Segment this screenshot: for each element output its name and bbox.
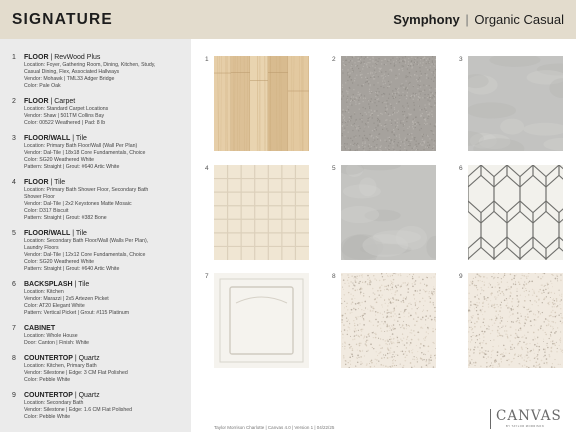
item-category: COUNTERTOP	[24, 354, 73, 362]
item-number: 9	[12, 391, 16, 399]
swatch-graphic	[341, 56, 436, 151]
item-product: Quartz	[78, 391, 100, 399]
item-category: FLOOR	[24, 178, 49, 186]
item-product: RevWood Plus	[54, 54, 101, 61]
selection-item	[6, 97, 185, 127]
item-detail: Color: SG20 Weathered White	[24, 259, 94, 266]
material-swatch-wood-plank	[214, 56, 309, 151]
selection-item	[6, 324, 185, 347]
selection-item	[6, 178, 185, 222]
swatch-graphic	[341, 165, 436, 260]
item-title-separator: |	[72, 354, 79, 362]
swatch-graphic	[341, 273, 436, 368]
selection-item	[6, 391, 185, 421]
item-detail: Pattern: Straight | Grout: #640 Artic White	[24, 266, 120, 273]
item-body	[24, 229, 185, 273]
item-title	[24, 178, 185, 187]
material-swatch-stone-tile	[341, 165, 436, 260]
item-title-separator: |	[70, 134, 76, 142]
item-category: BACKSPLASH	[24, 280, 73, 288]
item-detail: Vendor: Silestone | Edge: 3 CM Flat Polished	[24, 369, 128, 376]
item-body	[24, 97, 185, 127]
item-detail: Pattern: Straight | Grout: #640 Artic White	[24, 164, 120, 171]
item-category: FLOOR	[24, 97, 49, 105]
item-detail: Location: Secondary Bath	[24, 399, 84, 406]
item-detail: Vendor: Dal-Tile | 2x2 Keystones Matte Mosaic	[24, 201, 132, 207]
item-detail: Vendor: Shaw | 501TM Collins Bay	[24, 113, 105, 120]
item-title-separator: |	[72, 280, 79, 288]
material-swatch-cabinet-door	[214, 273, 309, 368]
swatch-number: 8	[332, 273, 336, 280]
footer-text: Taylor Morrison Charlotte | Canvas 4.0 | Version 1 | 04/22/25	[214, 425, 335, 430]
logo-bar	[490, 409, 491, 429]
swatch-number: 6	[459, 165, 463, 172]
item-title	[24, 324, 185, 333]
header-bar	[0, 0, 576, 39]
item-detail: Location: Primary Bath Floor/Wall (Wall Per Plan)	[24, 142, 138, 149]
item-detail: Vendor: Dal-Tile | 12x12 Core Fundamentals, Choice	[24, 252, 146, 259]
swatch-graphic	[214, 273, 309, 368]
material-swatch-quartz	[341, 273, 436, 368]
item-category: FLOOR	[24, 54, 49, 61]
item-detail: Color: Pebble White	[24, 376, 71, 383]
item-detail: Door: Canton | Finish: White	[24, 340, 90, 346]
item-detail: Vendor: Mohawk | TML33 Adger Bridge	[24, 76, 115, 83]
collection-title	[393, 12, 564, 27]
swatch-number: 3	[459, 56, 463, 63]
item-category: CABINET	[24, 324, 56, 332]
swatch-number: 7	[205, 273, 209, 280]
item-number: 2	[12, 97, 16, 105]
item-body	[24, 391, 185, 421]
item-detail: Location: Secondary Bath Floor/Wall (Walls Per Plan),	[24, 237, 149, 244]
item-detail: Vendor: Dal-Tile | 18x18 Core Fundamentals, Choice	[24, 149, 146, 156]
item-detail: Color: D317 Biscuit	[24, 208, 69, 215]
selection-item	[6, 229, 185, 273]
item-title	[24, 391, 185, 400]
selection-item	[6, 53, 185, 90]
item-category: FLOOR/WALL	[24, 229, 71, 237]
item-detail: Location: Kitchen	[24, 288, 64, 295]
logo-tagline: BY TAYLOR MORRISON	[506, 425, 545, 428]
item-detail: Casual Dining, Flex, Associated Hallways	[24, 69, 120, 76]
item-number: 8	[12, 354, 16, 362]
collection-style: Organic Casual	[474, 12, 564, 27]
item-body	[24, 354, 185, 384]
brand-title: SIGNATURE	[12, 11, 113, 28]
swatch-graphic	[214, 165, 309, 260]
item-product: Tile	[54, 178, 66, 186]
item-body	[24, 324, 185, 347]
swatch-number: 5	[332, 165, 336, 172]
item-number: 4	[12, 178, 16, 186]
swatch-base	[341, 273, 436, 368]
item-title	[24, 229, 185, 238]
item-title-separator: |	[48, 178, 55, 186]
swatch-graphic	[214, 56, 309, 151]
item-detail: Laundry Floors	[24, 244, 59, 251]
selection-item	[6, 280, 185, 317]
logo-wordmark: CANVAS	[496, 408, 562, 424]
item-body	[24, 134, 185, 171]
item-detail: Location: Foyer, Gathering Room, Dining, Kitchen, Study,	[24, 62, 156, 68]
item-detail: Location: Standard Carpet Locations	[24, 105, 109, 112]
item-category: COUNTERTOP	[24, 391, 73, 399]
item-product: Quartz	[78, 354, 100, 362]
item-title	[24, 53, 185, 62]
wood-plank	[288, 56, 309, 151]
swatch-number: 9	[459, 273, 463, 280]
material-swatch-mosaic	[214, 165, 309, 260]
item-body	[24, 178, 185, 222]
item-detail: Color: SG20 Weathered White	[24, 157, 94, 164]
item-title	[24, 134, 185, 143]
item-number: 6	[12, 280, 16, 288]
selection-item	[6, 134, 185, 171]
wood-plank	[214, 56, 231, 151]
item-detail: Color: AT20 Elegant White	[24, 303, 85, 310]
wood-plank	[268, 56, 288, 151]
item-number: 3	[12, 134, 16, 142]
swatch-graphic	[468, 56, 563, 151]
item-title-separator: |	[48, 97, 55, 105]
item-title	[24, 354, 185, 363]
swatch-graphic	[468, 273, 563, 368]
item-title-separator: |	[70, 229, 76, 237]
item-detail: Color: Pebble White	[24, 413, 71, 420]
item-detail: Vendor: Silestone | Edge: 1.6 CM Flat Polished	[24, 406, 133, 413]
item-number: 7	[12, 324, 16, 332]
item-title	[24, 97, 185, 106]
item-detail: Color: Pale Oak	[24, 83, 61, 90]
canvas-logo	[488, 407, 566, 431]
item-product: Tile	[75, 134, 87, 142]
item-product: Carpet	[54, 97, 76, 105]
item-detail: Pattern: Vertical Picket | Grout: #115 Platinum	[24, 310, 130, 317]
swatch-number: 1	[205, 56, 209, 63]
item-body	[24, 280, 185, 317]
item-detail: Location: Whole House	[24, 332, 78, 339]
item-body	[24, 53, 185, 90]
item-detail: Pattern: Straight | Grout: #382 Bone	[24, 215, 107, 222]
material-swatch-stone-tile	[468, 56, 563, 151]
item-detail: Shower Floor	[24, 193, 55, 200]
item-number: 1	[12, 54, 16, 61]
material-swatch-picket	[468, 165, 563, 260]
collection-name: Symphony	[393, 12, 460, 27]
swatch-graphic	[468, 165, 563, 260]
swatch-number: 4	[205, 165, 209, 172]
swatch-number: 2	[332, 56, 336, 63]
swatch-base	[214, 165, 309, 260]
title-separator: |	[465, 12, 469, 27]
item-category: FLOOR/WALL	[24, 134, 71, 142]
selection-item	[6, 354, 185, 384]
item-product: Tile	[78, 280, 90, 288]
material-swatch-carpet	[341, 56, 436, 151]
item-title-separator: |	[72, 391, 79, 399]
item-title	[24, 280, 185, 289]
item-product: Tile	[75, 229, 87, 237]
item-detail: Vendor: Marazzi | 2x5 Artezen Picket	[24, 296, 109, 303]
item-detail: Location: Primary Bath Shower Floor, Secondary Bath	[24, 186, 149, 193]
item-number: 5	[12, 229, 16, 237]
selection-list	[0, 39, 191, 432]
item-detail: Color: 00522 Weathered | Pad: 8 lb	[24, 120, 106, 127]
material-swatch-quartz	[468, 273, 563, 368]
item-detail: Location: Kitchen, Primary Bath	[24, 362, 97, 369]
item-title-separator: |	[48, 54, 55, 61]
